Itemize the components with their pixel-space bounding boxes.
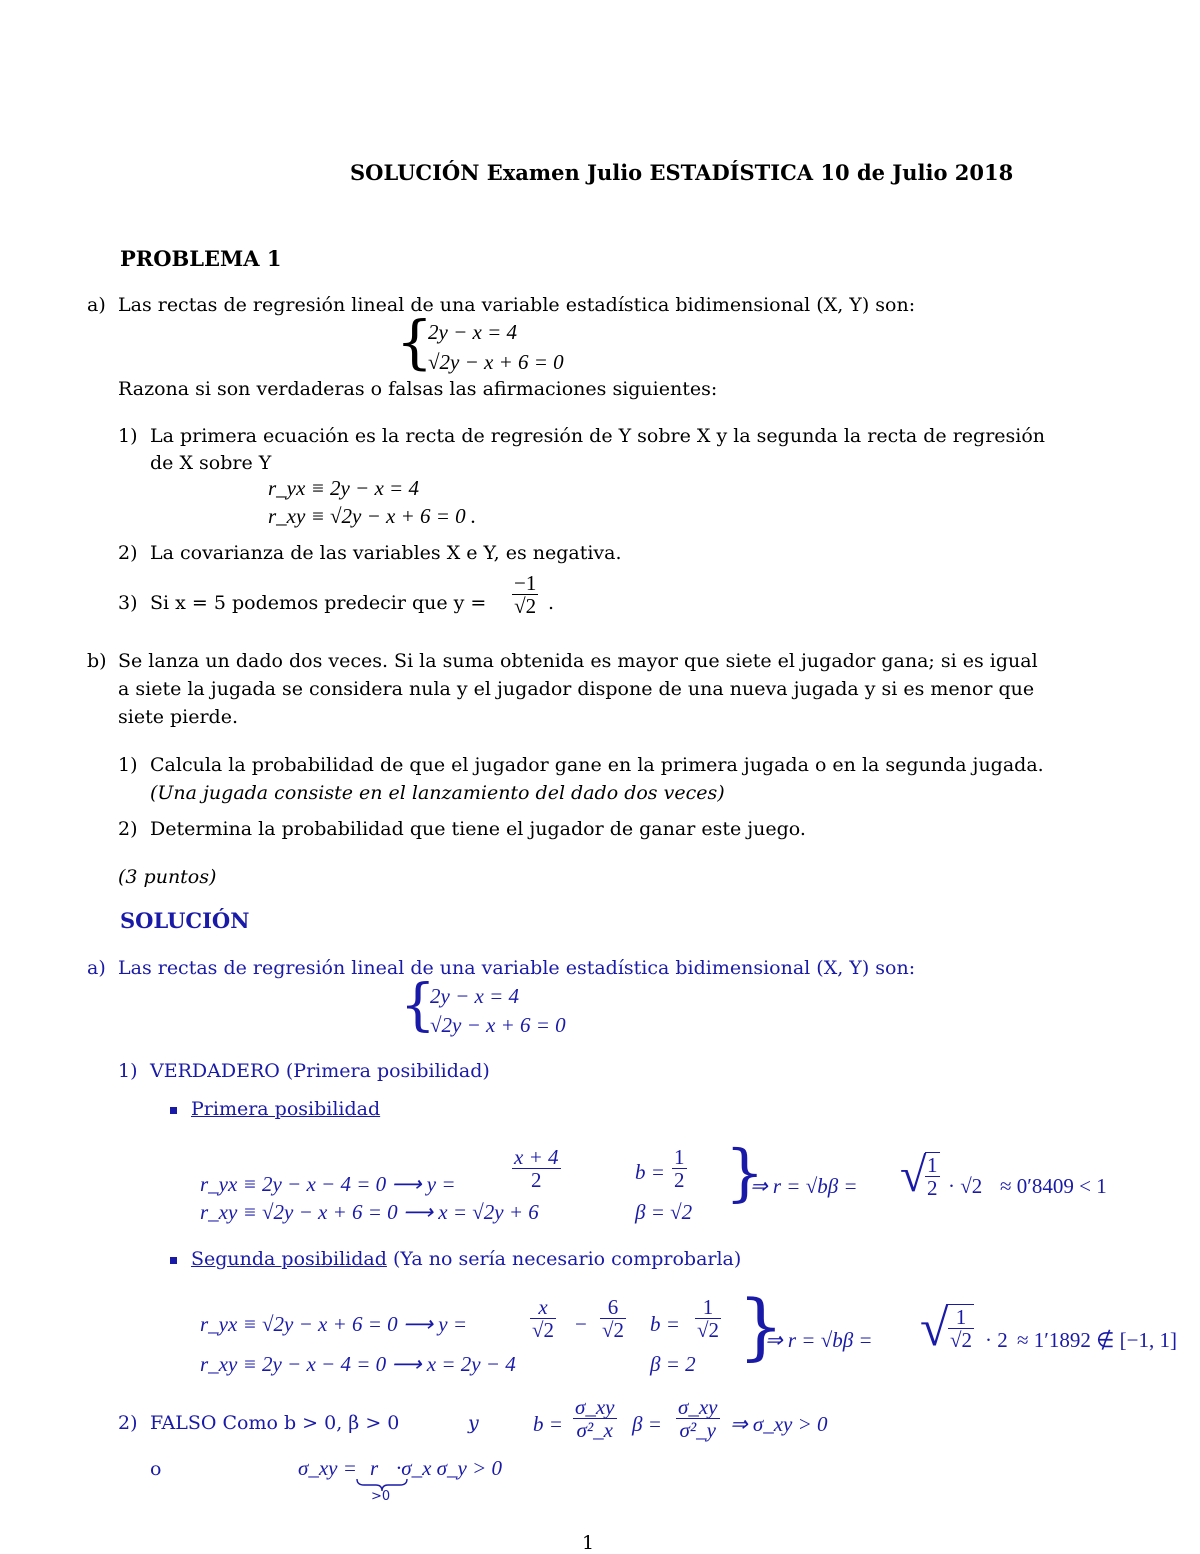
regression-xy: r_xy ≡ √2y − x + 6 = 0 . — [268, 504, 477, 528]
item-3-text: Si x = 5 podemos predecir que y = — [150, 592, 487, 614]
item-1-line-1: La primera ecuación es la recta de regresión de Y sobre X y la segunda la recta de regresión — [150, 425, 1046, 447]
p2-b-label: b = — [650, 1312, 680, 1336]
primera-title: Primera posibilidad — [191, 1098, 381, 1120]
s2-b-fraction — [573, 1396, 617, 1441]
reason-text: Razona si son verdaderas o falsas las afirmaciones siguientes: — [118, 378, 718, 400]
item-b1-note: (Una jugada consiste en el lanzamiento del dado dos veces) — [150, 782, 725, 804]
page-title: SOLUCIÓN Examen Julio ESTADÍSTICA 10 de Julio 2018 — [350, 160, 1014, 185]
p1-root-tail: · √2 — [948, 1174, 983, 1198]
p1-row1-den: 2 — [531, 1168, 542, 1193]
p1-result-b: ≈ 0′8409 < 1 — [1000, 1174, 1107, 1198]
solution-equation-1: 2y − x = 4 — [430, 984, 519, 1008]
s2-b-den: σ²_x — [576, 1418, 613, 1443]
p2-b-num: 1 — [695, 1296, 721, 1319]
p2-right-brace: } — [738, 1284, 784, 1368]
bullet-primera — [170, 1098, 380, 1120]
p1-root-fraction — [925, 1152, 940, 1199]
p2-root-tail: · 2 — [985, 1328, 1008, 1352]
p2-row1-den1: √2 — [532, 1318, 555, 1343]
verdict-1: VERDADERO (Primera posibilidad) — [150, 1060, 490, 1082]
problem-heading: PROBLEMA 1 — [120, 246, 282, 271]
p1-row1-fraction — [512, 1146, 561, 1191]
p1-row1-left: r_yx ≡ 2y − x − 4 = 0 ⟶ y = — [200, 1172, 456, 1196]
solution-label-2: 2) — [118, 1412, 138, 1434]
solution-label-1: 1) — [118, 1060, 138, 1082]
p1-root-num: 1 — [927, 1153, 938, 1177]
item-b2-text: Determina la probabilidad que tiene el jugador de ganar este juego. — [150, 818, 806, 840]
p2-row1-num2: 6 — [600, 1296, 626, 1319]
item-label-b1: 1) — [118, 754, 138, 776]
fraction-numerator: −1 — [514, 571, 537, 595]
verdict-2: FALSO Como b > 0, β > 0 — [150, 1412, 400, 1434]
s2-b-num: σ_xy — [575, 1395, 615, 1419]
conjunction-y: y — [468, 1412, 479, 1434]
p1-b-den: 2 — [674, 1168, 685, 1193]
s2-cov-r: r — [370, 1456, 379, 1480]
p1-big-root-icon: √ — [900, 1149, 927, 1202]
s2-beta-den: σ²_y — [679, 1418, 716, 1443]
bullet-icon — [170, 1257, 177, 1264]
item-label-2: 2) — [118, 542, 138, 564]
p1-b-fraction — [672, 1146, 687, 1191]
p1-b-label: b = — [635, 1160, 665, 1184]
left-brace: { — [396, 308, 433, 376]
points-note: (3 puntos) — [118, 866, 217, 888]
p2-result-b: ≈ 1′1892 ∉ [−1, 1] — [1017, 1328, 1177, 1352]
s2-b-label: b = — [533, 1412, 563, 1436]
solution-heading: SOLUCIÓN — [120, 908, 250, 933]
p1-right-brace: } — [725, 1136, 765, 1209]
fraction-y-value — [512, 572, 538, 617]
p1-b-num: 1 — [674, 1145, 685, 1169]
solution-label-a: a) — [87, 957, 106, 979]
p2-row1-fraction-2 — [600, 1296, 626, 1341]
p2-b-den: √2 — [697, 1318, 720, 1343]
segunda-note: (Ya no sería necesario comprobarla) — [392, 1248, 742, 1270]
underbrace-label: >0 — [371, 1489, 391, 1504]
solution-a-text: Las rectas de regresión lineal de una variable estadística bidimensional (X, Y) son: — [118, 957, 916, 979]
p2-row1-left: r_yx ≡ √2y − x + 6 = 0 ⟶ y = — [200, 1312, 468, 1336]
p1-result-a: ⇒ r = √bβ = — [750, 1174, 858, 1198]
item-2-text: La covarianza de las variables X e Y, es negativa. — [150, 542, 622, 564]
page-number: 1 — [582, 1532, 595, 1554]
p1-beta: β = √2 — [635, 1200, 693, 1224]
p2-row2-left: r_xy ≡ 2y − x − 4 = 0 ⟶ x = 2y − 4 — [200, 1352, 516, 1376]
p2-row1-num1: x — [530, 1296, 556, 1319]
s2-beta-fraction — [676, 1396, 720, 1441]
fraction-denominator: √2 — [514, 594, 537, 619]
s2-beta-label: β = — [632, 1412, 662, 1436]
p1-root-den: 2 — [927, 1176, 938, 1201]
p2-b-fraction — [695, 1296, 721, 1341]
p2-row1-fraction-1 — [530, 1296, 556, 1341]
problem-a-text: Las rectas de regresión lineal de una variable estadística bidimensional (X, Y) son: — [118, 294, 916, 316]
s2-implication: ⇒ σ_xy > 0 — [730, 1412, 828, 1436]
item-label-3: 3) — [118, 592, 138, 614]
problem-b-line-1: Se lanza un dado dos veces. Si la suma obtenida es mayor que siete el jugador gana; si es igual — [118, 650, 1038, 672]
problem-b-line-3: siete pierde. — [118, 706, 239, 728]
p2-big-root-icon: √ — [920, 1300, 949, 1357]
p2-root-den: √2 — [950, 1328, 973, 1353]
p1-row2-left: r_xy ≡ √2y − x + 6 = 0 ⟶ x = √2y + 6 — [200, 1200, 539, 1224]
p2-row1-den2: √2 — [602, 1318, 625, 1343]
s2-cov-a: σ_xy = — [298, 1456, 357, 1480]
p2-root-fraction — [948, 1304, 974, 1351]
p2-beta: β = 2 — [650, 1352, 696, 1376]
period: . — [548, 592, 555, 614]
conjunction-o: o — [150, 1458, 162, 1480]
item-b1-text: Calcula la probabilidad de que el jugador gane en la primera jugada o en la segunda jugada. — [150, 754, 1044, 776]
p1-row1-num: x + 4 — [514, 1145, 559, 1169]
p2-root-num: 1 — [948, 1306, 974, 1329]
solution-equation-2: √2y − x + 6 = 0 — [430, 1013, 566, 1037]
problem-b-line-2: a siete la jugada se considera nula y el jugador dispone de una nueva jugada y si es menor que — [118, 678, 1035, 700]
item-label-b2: 2) — [118, 818, 138, 840]
item-label-b: b) — [87, 650, 107, 672]
equation-1: 2y − x = 4 — [428, 320, 517, 344]
bullet-segunda — [170, 1248, 741, 1270]
s2-beta-num: σ_xy — [678, 1395, 718, 1419]
p2-result-a: ⇒ r = √bβ = — [765, 1328, 873, 1352]
bullet-icon — [170, 1107, 177, 1114]
item-1-line-2: de X sobre Y — [150, 452, 272, 474]
equation-2: √2y − x + 6 = 0 — [428, 350, 564, 374]
solution-left-brace: { — [400, 973, 436, 1038]
item-label-1: 1) — [118, 425, 138, 447]
p2-minus: − — [575, 1312, 587, 1336]
segunda-title: Segunda posibilidad — [191, 1248, 387, 1270]
item-label-a: a) — [87, 294, 106, 316]
s2-cov-b: ·σ_x σ_y > 0 — [396, 1456, 503, 1480]
regression-yx: r_yx ≡ 2y − x = 4 — [268, 476, 419, 500]
